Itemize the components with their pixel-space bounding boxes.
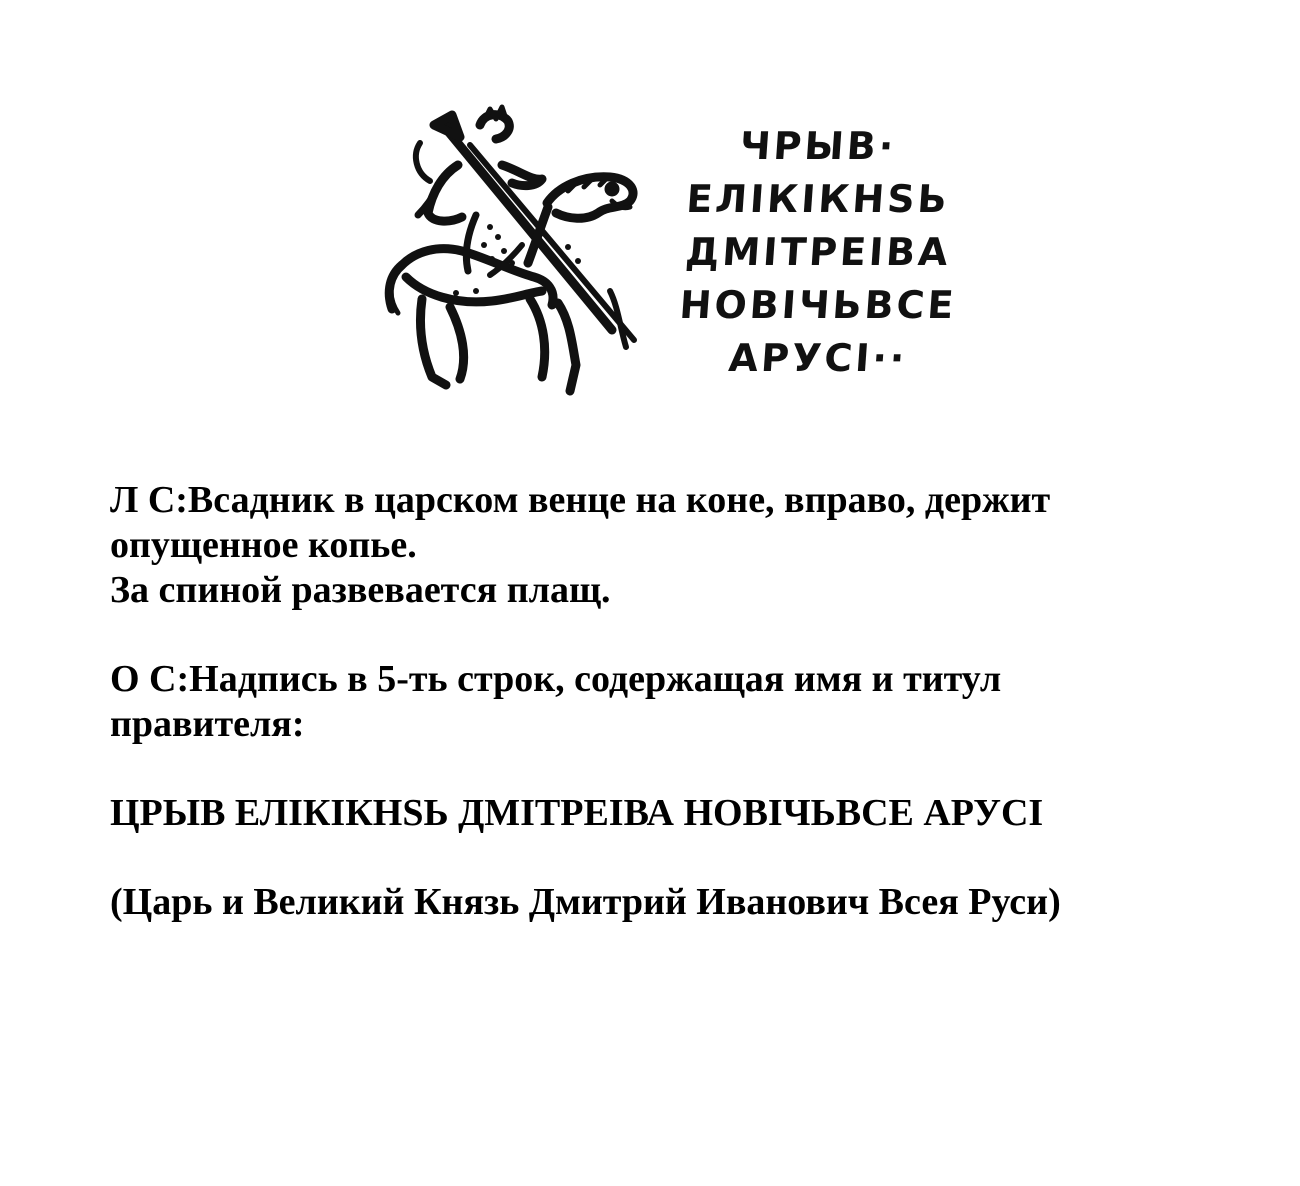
inscription-line: НОВІЧЬВСЕ <box>678 283 958 327</box>
reverse-description-line: О С:Надпись в 5-ть строк, содержащая имя и титул <box>110 658 1002 700</box>
inscription-translation: (Царь и Великий Князь Дмитрий Иванович Всея Руси) <box>110 881 1061 923</box>
reverse-description-line: правителя: <box>110 703 305 745</box>
inscription-line: ДМІТРЕІВА <box>683 230 953 274</box>
seal-image <box>372 95 988 413</box>
inscription-transliteration: ЦРЫВ ЕЛІКІКНЅЬ ДМІТРЕІВА НОВІЧЬВСЕ АРУСІ <box>110 792 1044 834</box>
inscription-line: ЧРЫВ· <box>738 124 898 168</box>
obverse-description-line: опущенное копье. <box>110 524 417 566</box>
description-text <box>110 478 1270 925</box>
inscription-line: АРУСІ·· <box>727 336 909 380</box>
paragraph-gap <box>110 836 1270 880</box>
horseman-with-spear-icon <box>372 95 662 413</box>
seal-inscription <box>668 120 968 385</box>
obverse-description-line: Л С:Всадник в царском венце на коне, вправо, держит <box>110 479 1051 521</box>
paragraph-gap <box>110 747 1270 791</box>
paragraph-gap <box>110 613 1270 657</box>
inscription-line: ЕЛІКІКНЅЬ <box>684 177 952 221</box>
obverse-description-line: За спиной развевается плащ. <box>110 569 611 611</box>
